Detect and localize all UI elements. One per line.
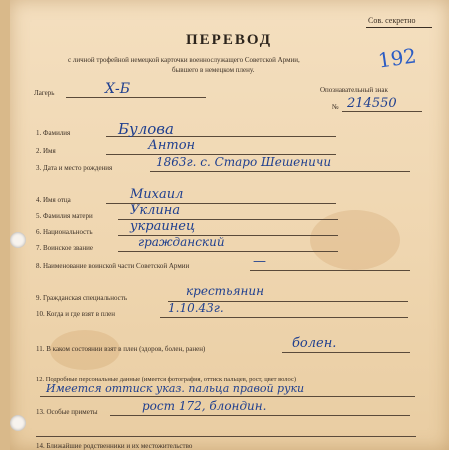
field-line-features [110, 415, 410, 416]
field-label-condition: 11. В каком состоянии взят в плен (здоров, болен, ранен) [36, 345, 206, 353]
field-label-personal: 12. Подробные персональные данные (имеется фотография, оттиск пальцев, рост, цвет волос) [36, 376, 296, 383]
id-label: Опознавательный знак [320, 86, 388, 94]
field-value-profession: крестьянин [186, 284, 265, 298]
field-line-birth [150, 171, 410, 172]
field-value-unit: — [253, 254, 266, 269]
field-line-rank [118, 251, 338, 252]
document-title: ПЕРЕВОД [186, 32, 273, 48]
secret-mark: Сов. секретно [368, 16, 416, 25]
field-label-rank: 7. Воинское звание [36, 244, 93, 252]
camp-label: Лагерь [34, 89, 55, 97]
field-label-surname: 1. Фамилия [36, 129, 71, 137]
field-label-unit: 8. Наименование воинской части Советской Армии [36, 262, 190, 270]
field-label-nationality: 6. Национальность [36, 228, 93, 236]
field-line-condition [282, 352, 410, 353]
field-label-name: 2. Имя [36, 147, 56, 155]
field-value-condition: болен. [292, 336, 337, 351]
field-label-captured: 10. Когда и где взят в плен [36, 310, 115, 318]
field-value-name: Антон [148, 138, 196, 153]
field-line-relatives [36, 436, 416, 437]
field-value-surname: Булова [118, 120, 174, 138]
field-label-birth: 3. Дата и место рождения [36, 164, 113, 172]
field-label-relatives: 14. Ближайшие родственники и их местожительство [36, 442, 193, 450]
field-value-features: рост 172, блондин. [142, 399, 267, 413]
punch-hole [10, 232, 26, 248]
field-line-captured [160, 317, 408, 318]
field-value-captured: 1.10.43г. [168, 301, 224, 315]
camp-value: Х-Б [105, 81, 130, 97]
subtitle-line-1: с личной трофейной немецкой карточки военнослужащего Советской Армии, [68, 56, 300, 64]
field-value-father: Михаил [130, 187, 184, 202]
field-label-father: 4. Имя отца [36, 196, 71, 204]
field-label-mother: 5. Фамилия матери [36, 212, 93, 220]
document-sheet [10, 0, 449, 450]
stamp-number: 192 [376, 43, 418, 73]
id-value: 214550 [347, 96, 397, 111]
punch-hole [10, 415, 26, 431]
field-value-birth: 1863г. с. Старо Шешеничи [156, 155, 332, 169]
field-line-personal [40, 396, 415, 397]
id-no-label: № [332, 103, 339, 111]
field-value-rank: гражданский [138, 235, 225, 249]
id-line [342, 111, 422, 112]
field-value-nationality: украинец [130, 219, 196, 234]
subtitle-line-2: бывшего в немецком плену. [172, 66, 255, 74]
field-line-unit [250, 270, 410, 271]
field-label-profession: 9. Гражданская специальность [36, 294, 128, 302]
field-label-features: 13. Особые приметы [36, 408, 98, 416]
field-value-personal: Имеется оттиск указ. пальца правой руки [46, 382, 305, 395]
field-value-mother: Уклина [130, 203, 181, 218]
secret-underline [366, 27, 432, 28]
camp-line [66, 97, 206, 98]
